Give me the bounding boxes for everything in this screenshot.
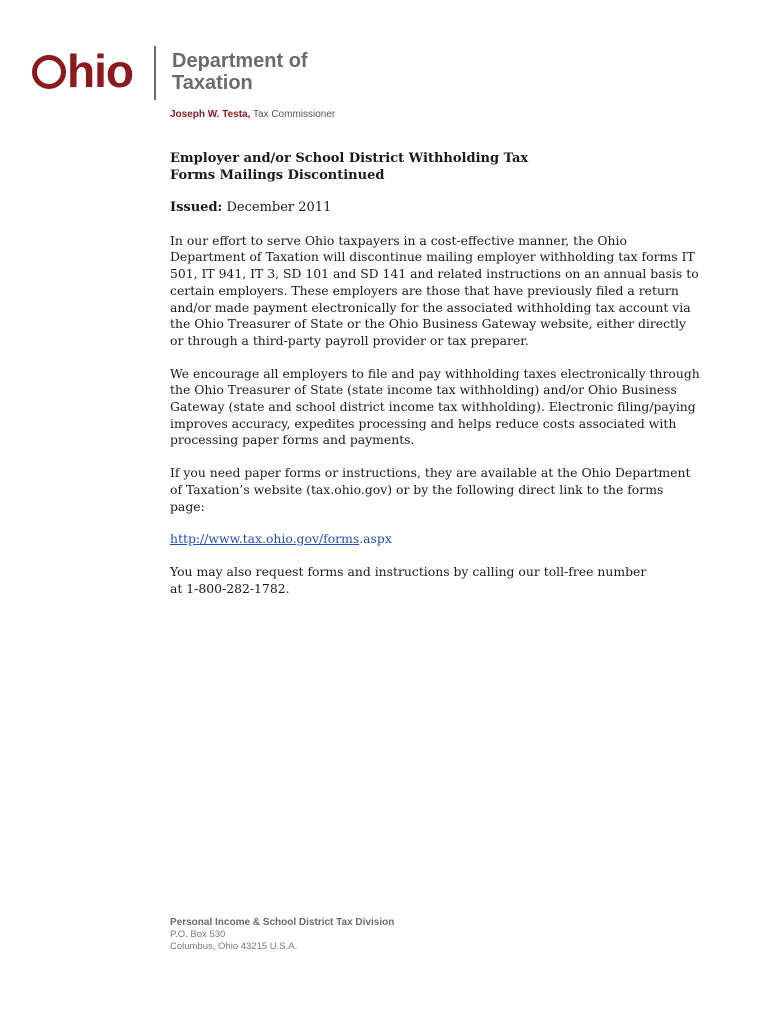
forms-link-line [170,531,700,548]
footer-city: Columbus, Ohio 43215 U.S.A. [170,941,298,952]
ohio-o-ring-icon [32,55,66,89]
ohio-wordmark [32,45,133,97]
department-line-1: Department of [172,50,308,72]
logo-divider [154,46,156,100]
issued-line [170,200,700,217]
footer-division: Personal Income & School District Tax Division [170,917,395,928]
paragraph-encourage: We encourage all employers to file and pay withholding taxes electronically through the Ohio Treasurer of State (state income tax withholding) and/or Ohio Business Gateway (state and school district income tax withholding). Electronic filing/paying improves accuracy, expedites processing and helps reduce costs associated with processing paper forms and payments. [170,365,700,448]
issued-date: December 2011 [226,200,332,215]
paragraph-discontinue: In our effort to serve Ohio taxpayers in a cost-effective manner, the Ohio Department of Taxation will discontinue mailing employer withholding tax forms IT 501, IT 941, IT 3, SD 101 and SD 141 and related instructions on an annual basis to certain employers. These employers are those that have previously filed a return and/or made payment electronically for the associated withholding tax account via the Ohio Treasurer of State or the Ohio Business Gateway website, either directly or through a third-party payroll provider or tax preparer. [170,232,699,348]
phone-line-1: You may also request forms and instructions by calling our toll-free number [170,563,647,579]
notice-title-line-2: Forms Mailings Discontinued [170,168,385,183]
forms-link[interactable]: http://www.tax.ohio.gov/forms [170,531,360,547]
notice-title [170,150,700,184]
department-line-2: Taxation [172,72,253,94]
phone-line-2: at 1-800-282-1782. [170,580,290,596]
ohio-taxation-logo [32,40,412,110]
issued-label: Issued: [170,200,223,215]
department-name [172,50,308,94]
notice-body [170,150,700,597]
ohio-wordmark-text: hio [67,45,133,97]
footer-address [170,917,394,953]
commissioner-title: Tax Commissioner [253,109,336,120]
forms-link-suffix[interactable]: .aspx [359,531,392,547]
notice-title-line-1: Employer and/or School District Withholding Tax [170,151,529,166]
footer-po-box: P.O. Box 530 [170,929,226,940]
commissioner-line [170,109,335,120]
commissioner-name: Joseph W. Testa, [170,109,251,120]
paragraph-paper-forms: If you need paper forms or instructions, they are available at the Ohio Department of Taxation’s website (tax.ohio.gov) or by the following direct link to the forms page: [170,465,691,514]
paragraph-phone [170,564,700,597]
